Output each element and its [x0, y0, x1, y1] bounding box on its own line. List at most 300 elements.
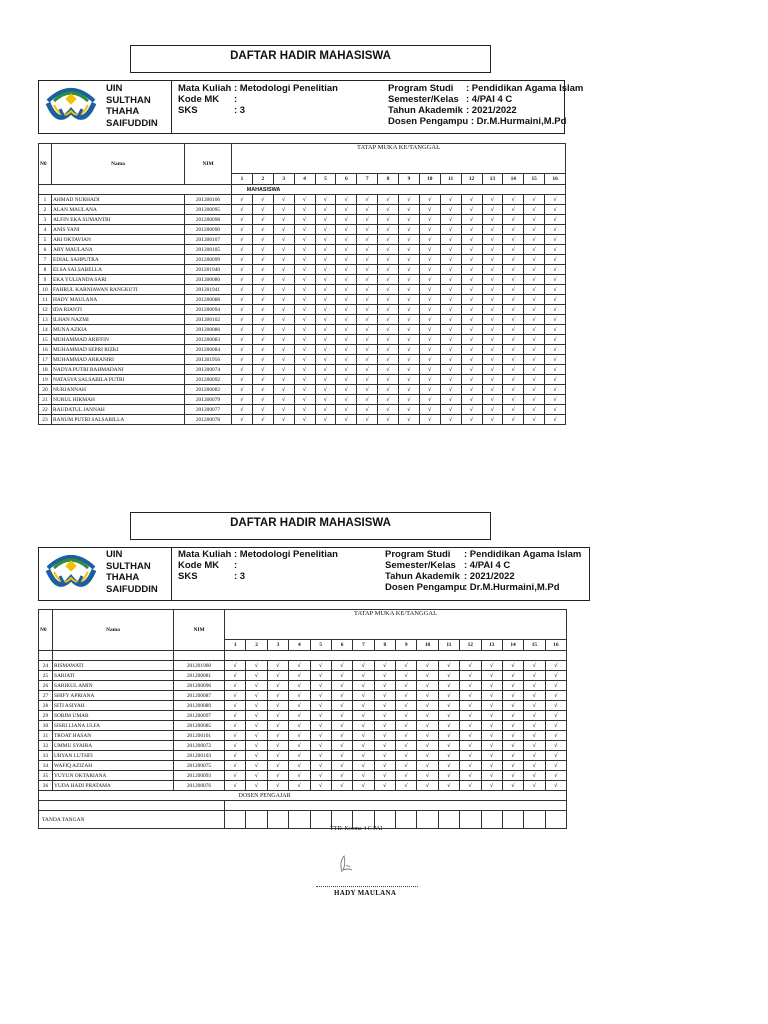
attendance-check: √	[482, 225, 503, 235]
attendance-check: √	[246, 761, 267, 771]
attendance-check: √	[310, 741, 331, 751]
attendance-check: √	[315, 335, 336, 345]
attendance-check: √	[461, 295, 482, 305]
table-row	[39, 781, 567, 791]
semester-label-1: Semester/Kelas	[388, 94, 459, 105]
attendance-check: √	[294, 325, 315, 335]
student-name: ALAN MAULANA	[52, 205, 185, 215]
attendance-check: √	[267, 781, 288, 791]
attendance-check: √	[524, 235, 545, 245]
attendance-check: √	[294, 385, 315, 395]
attendance-check: √	[482, 215, 503, 225]
attendance-check: √	[273, 335, 294, 345]
attendance-check: √	[503, 275, 524, 285]
attendance-check: √	[353, 681, 374, 691]
student-name: YUYUN OKTARIANA	[53, 771, 174, 781]
session-number: 16	[545, 174, 566, 185]
attendance-check: √	[378, 295, 399, 305]
signature-cell	[310, 811, 331, 829]
attendance-check: √	[503, 335, 524, 345]
attendance-check: √	[524, 681, 545, 691]
student-nim: 201200103	[174, 751, 225, 761]
attendance-check: √	[399, 345, 420, 355]
attendance-check: √	[460, 711, 481, 721]
student-name: EKA YULIANDA SARI	[52, 275, 185, 285]
attendance-check: √	[294, 205, 315, 215]
attendance-check: √	[399, 195, 420, 205]
attendance-check: √	[315, 345, 336, 355]
attendance-check: √	[357, 275, 378, 285]
attendance-check: √	[419, 385, 440, 395]
attendance-check: √	[440, 215, 461, 225]
session-number: 3	[267, 640, 288, 651]
attendance-check: √	[378, 305, 399, 315]
student-number: 34	[39, 761, 53, 771]
attendance-check: √	[461, 225, 482, 235]
attendance-check: √	[336, 355, 357, 365]
attendance-check: √	[246, 661, 267, 671]
attendance-check: √	[252, 245, 273, 255]
attendance-check: √	[374, 701, 395, 711]
table-row	[39, 711, 567, 721]
attendance-check: √	[545, 681, 566, 691]
attendance-check: √	[396, 731, 417, 741]
attendance-check: √	[246, 751, 267, 761]
attendance-check: √	[232, 255, 253, 265]
student-nim: 201200084	[185, 345, 232, 355]
attendance-check: √	[419, 255, 440, 265]
attendance-check: √	[294, 285, 315, 295]
attendance-check: √	[310, 691, 331, 701]
attendance-check: √	[315, 405, 336, 415]
student-number: 33	[39, 751, 53, 761]
attendance-check: √	[502, 671, 523, 681]
attendance-check: √	[357, 285, 378, 295]
attendance-check: √	[399, 275, 420, 285]
attendance-check: √	[336, 365, 357, 375]
student-name: URYAN LUTHFI	[53, 751, 174, 761]
attendance-check: √	[461, 235, 482, 245]
table-row	[39, 661, 567, 671]
attendance-check: √	[273, 325, 294, 335]
attendance-check: √	[503, 345, 524, 355]
attendance-check: √	[232, 375, 253, 385]
student-name: HADY MAULANA	[52, 295, 185, 305]
student-nim: 201200076	[174, 781, 225, 791]
table-row	[39, 345, 566, 355]
attendance-check: √	[336, 265, 357, 275]
student-name: MUHAMMAD SEPRI RIZKI	[52, 345, 185, 355]
attendance-check: √	[357, 345, 378, 355]
attendance-check: √	[289, 751, 310, 761]
student-nim: 201200080	[185, 275, 232, 285]
attendance-check: √	[419, 405, 440, 415]
attendance-check: √	[482, 405, 503, 415]
attendance-check: √	[252, 365, 273, 375]
attendance-check: √	[524, 255, 545, 265]
dosen-1: Dosen Pengampu : Dr.M.Hurmaini,M.Pd	[388, 116, 567, 127]
attendance-check: √	[232, 195, 253, 205]
attendance-check: √	[232, 265, 253, 275]
student-number: 11	[39, 295, 52, 305]
attendance-check: √	[252, 215, 273, 225]
attendance-check: √	[417, 661, 438, 671]
session-number: 1	[225, 640, 246, 651]
attendance-check: √	[374, 741, 395, 751]
attendance-check: √	[399, 355, 420, 365]
student-number: 6	[39, 245, 52, 255]
attendance-check: √	[545, 275, 566, 285]
header-no: N0	[39, 144, 52, 185]
student-number: 4	[39, 225, 52, 235]
attendance-check: √	[396, 671, 417, 681]
attendance-check: √	[399, 235, 420, 245]
attendance-check: √	[267, 661, 288, 671]
student-name: SORIM UMAR	[53, 711, 174, 721]
attendance-check: √	[417, 681, 438, 691]
attendance-check: √	[225, 711, 246, 721]
student-number: 19	[39, 375, 52, 385]
attendance-check: √	[399, 265, 420, 275]
attendance-table-1	[38, 143, 566, 425]
tahun-label-2: Tahun Akademik	[385, 571, 460, 582]
attendance-check: √	[273, 205, 294, 215]
sks-label-1: SKS	[178, 105, 198, 116]
attendance-check: √	[331, 721, 352, 731]
student-number: 1	[39, 195, 52, 205]
attendance-check: √	[353, 691, 374, 701]
attendance-check: √	[545, 731, 566, 741]
attendance-check: √	[461, 395, 482, 405]
attendance-check: √	[336, 285, 357, 295]
attendance-check: √	[396, 781, 417, 791]
attendance-check: √	[482, 315, 503, 325]
attendance-check: √	[396, 751, 417, 761]
attendance-check: √	[419, 415, 440, 425]
attendance-check: √	[357, 205, 378, 215]
attendance-check: √	[232, 365, 253, 375]
attendance-check: √	[419, 285, 440, 295]
attendance-check: √	[353, 701, 374, 711]
student-name: SITI ASIYAH	[53, 701, 174, 711]
attendance-check: √	[461, 315, 482, 325]
attendance-check: √	[438, 681, 459, 691]
session-number: 1	[232, 174, 253, 185]
attendance-check: √	[246, 691, 267, 701]
student-name: MUHAMMAD ARRANIRI	[52, 355, 185, 365]
attendance-check: √	[225, 671, 246, 681]
student-name: RISMAWATI	[53, 661, 174, 671]
attendance-check: √	[294, 225, 315, 235]
table-row	[39, 225, 566, 235]
attendance-check: √	[374, 681, 395, 691]
attendance-check: √	[524, 375, 545, 385]
attendance-check: √	[545, 721, 566, 731]
university-name-1: UIN SULTHAN THAHA SAIFUDDIN	[106, 83, 158, 129]
attendance-check: √	[438, 781, 459, 791]
attendance-table-2	[38, 609, 567, 829]
attendance-check: √	[273, 265, 294, 275]
attendance-check: √	[545, 375, 566, 385]
attendance-check: √	[440, 245, 461, 255]
attendance-check: √	[378, 215, 399, 225]
attendance-check: √	[419, 305, 440, 315]
table-row	[39, 761, 567, 771]
attendance-check: √	[353, 741, 374, 751]
attendance-check: √	[482, 345, 503, 355]
attendance-check: √	[225, 681, 246, 691]
attendance-check: √	[417, 701, 438, 711]
attendance-check: √	[503, 405, 524, 415]
table-row	[39, 355, 566, 365]
session-number: 2	[252, 174, 273, 185]
attendance-check: √	[545, 711, 566, 721]
attendance-check: √	[503, 295, 524, 305]
attendance-check: √	[482, 285, 503, 295]
attendance-check: √	[438, 691, 459, 701]
attendance-check: √	[378, 275, 399, 285]
attendance-check: √	[315, 375, 336, 385]
attendance-check: √	[545, 405, 566, 415]
attendance-check: √	[399, 245, 420, 255]
attendance-check: √	[225, 751, 246, 761]
section-dosen-pengajar: DOSEN PENGAJAR	[39, 791, 567, 801]
session-number: 3	[273, 174, 294, 185]
attendance-check: √	[273, 345, 294, 355]
attendance-check: √	[419, 265, 440, 275]
attendance-check: √	[289, 691, 310, 701]
attendance-check: √	[378, 245, 399, 255]
attendance-check: √	[246, 701, 267, 711]
attendance-check: √	[357, 245, 378, 255]
attendance-check: √	[524, 415, 545, 425]
student-name: ELSA SALSABELLA	[52, 265, 185, 275]
attendance-check: √	[482, 235, 503, 245]
attendance-check: √	[357, 335, 378, 345]
session-number: 2	[246, 640, 267, 651]
attendance-check: √	[440, 315, 461, 325]
student-number: 25	[39, 671, 53, 681]
student-nim: 201200094	[185, 305, 232, 315]
attendance-check: √	[336, 335, 357, 345]
attendance-check: √	[315, 195, 336, 205]
student-number: 10	[39, 285, 52, 295]
student-nim: 201200089	[174, 701, 225, 711]
uin-logo-icon	[40, 81, 102, 133]
student-nim: 201200098	[185, 215, 232, 225]
student-number: 22	[39, 405, 52, 415]
attendance-check: √	[461, 255, 482, 265]
attendance-check: √	[440, 225, 461, 235]
attendance-check: √	[357, 255, 378, 265]
header-no: N0	[39, 610, 53, 651]
session-number: 13	[482, 174, 503, 185]
table-row	[39, 255, 566, 265]
attendance-check: √	[460, 701, 481, 711]
attendance-check: √	[440, 395, 461, 405]
attendance-check: √	[315, 265, 336, 275]
attendance-check: √	[396, 681, 417, 691]
attendance-check: √	[440, 205, 461, 215]
attendance-check: √	[252, 265, 273, 275]
table-row	[39, 195, 566, 205]
student-nim: 201200075	[174, 761, 225, 771]
attendance-check: √	[524, 761, 545, 771]
attendance-check: √	[252, 405, 273, 415]
attendance-check: √	[545, 761, 566, 771]
attendance-check: √	[481, 721, 502, 731]
attendance-check: √	[378, 355, 399, 365]
attendance-check: √	[399, 335, 420, 345]
attendance-check: √	[357, 325, 378, 335]
attendance-check: √	[482, 295, 503, 305]
attendance-check: √	[273, 355, 294, 365]
session-number: 8	[374, 640, 395, 651]
attendance-check: √	[482, 325, 503, 335]
signature-scribble-icon	[336, 852, 356, 876]
student-name: ARY MAULANA	[52, 245, 185, 255]
student-nim: 201200083	[185, 335, 232, 345]
attendance-check: √	[315, 235, 336, 245]
student-number: 21	[39, 395, 52, 405]
student-number: 8	[39, 265, 52, 275]
session-number: 12	[461, 174, 482, 185]
attendance-check: √	[524, 661, 545, 671]
student-nim: 201200099	[185, 255, 232, 265]
session-number: 12	[460, 640, 481, 651]
attendance-check: √	[267, 761, 288, 771]
attendance-check: √	[336, 195, 357, 205]
attendance-check: √	[289, 661, 310, 671]
program-studi-value-2: : Pendidikan Agama Islam	[464, 549, 582, 560]
attendance-check: √	[294, 195, 315, 205]
session-number: 14	[503, 174, 524, 185]
student-name: ALFIN EKA SUMANTRI	[52, 215, 185, 225]
table-row	[39, 335, 566, 345]
attendance-check: √	[419, 355, 440, 365]
attendance-check: √	[267, 711, 288, 721]
attendance-check: √	[357, 225, 378, 235]
session-number: 5	[315, 174, 336, 185]
attendance-check: √	[374, 691, 395, 701]
student-number: 20	[39, 385, 52, 395]
attendance-check: √	[396, 721, 417, 731]
attendance-check: √	[461, 285, 482, 295]
attendance-check: √	[545, 305, 566, 315]
student-nim: 201200079	[185, 395, 232, 405]
attendance-check: √	[232, 295, 253, 305]
session-number: 9	[399, 174, 420, 185]
tahun-label-1: Tahun Akademik	[388, 105, 463, 116]
student-number: 23	[39, 415, 52, 425]
attendance-check: √	[460, 741, 481, 751]
attendance-check: √	[357, 195, 378, 205]
attendance-check: √	[503, 395, 524, 405]
table-row	[39, 741, 567, 751]
sks-value-2: : 3	[234, 571, 246, 582]
student-name: MUNA AZKIA	[52, 325, 185, 335]
attendance-check: √	[503, 325, 524, 335]
attendance-check: √	[331, 671, 352, 681]
attendance-check: √	[440, 335, 461, 345]
attendance-check: √	[294, 255, 315, 265]
attendance-check: √	[289, 771, 310, 781]
tahun-value-1: : 2021/2022	[466, 105, 517, 116]
student-nim: 201200082	[185, 385, 232, 395]
attendance-check: √	[232, 275, 253, 285]
semester-value-1: : 4/PAI 4 C	[466, 94, 513, 105]
attendance-check: √	[378, 395, 399, 405]
student-name: SARIKUL AMIN	[53, 681, 174, 691]
attendance-check: √	[357, 405, 378, 415]
table-row	[39, 731, 567, 741]
attendance-check: √	[545, 255, 566, 265]
attendance-check: √	[440, 405, 461, 415]
attendance-check: √	[419, 395, 440, 405]
program-studi-label-2: Program Studi	[385, 549, 451, 560]
header-nim: NIM	[174, 610, 225, 651]
attendance-check: √	[357, 315, 378, 325]
attendance-check: √	[482, 395, 503, 405]
attendance-check: √	[336, 345, 357, 355]
attendance-check: √	[294, 415, 315, 425]
attendance-check: √	[232, 235, 253, 245]
attendance-check: √	[440, 325, 461, 335]
student-number: 31	[39, 731, 53, 741]
student-name: FAHRUL KARNIAWAN RANGKUTI	[52, 285, 185, 295]
attendance-check: √	[294, 395, 315, 405]
signature-cell	[438, 811, 459, 829]
attendance-check: √	[357, 235, 378, 245]
attendance-check: √	[502, 711, 523, 721]
session-number: 4	[294, 174, 315, 185]
attendance-check: √	[399, 325, 420, 335]
attendance-check: √	[315, 315, 336, 325]
attendance-check: √	[289, 681, 310, 691]
student-number: 17	[39, 355, 52, 365]
attendance-check: √	[336, 395, 357, 405]
attendance-check: √	[545, 295, 566, 305]
session-number: 15	[524, 640, 545, 651]
attendance-check: √	[419, 275, 440, 285]
student-number: 32	[39, 741, 53, 751]
attendance-check: √	[315, 365, 336, 375]
attendance-check: √	[315, 245, 336, 255]
student-number: 15	[39, 335, 52, 345]
student-name: NADYA PUTRI RAHMADANI	[52, 365, 185, 375]
student-name: SARIATI	[53, 671, 174, 681]
attendance-check: √	[294, 315, 315, 325]
attendance-check: √	[232, 245, 253, 255]
student-nim: 201200081	[174, 671, 225, 681]
attendance-check: √	[545, 265, 566, 275]
table-row	[39, 671, 567, 681]
attendance-check: √	[440, 415, 461, 425]
attendance-check: √	[419, 335, 440, 345]
attendance-check: √	[353, 671, 374, 681]
kode-mk-label-1: Kode MK	[178, 94, 220, 105]
student-number: 27	[39, 691, 53, 701]
attendance-check: √	[289, 671, 310, 681]
student-nim: 201200087	[174, 691, 225, 701]
attendance-check: √	[252, 315, 273, 325]
attendance-check: √	[417, 691, 438, 701]
signature-caption: TTD. Kosma 4 C PAI	[330, 826, 383, 832]
attendance-check: √	[545, 701, 566, 711]
student-number: 29	[39, 711, 53, 721]
attendance-check: √	[399, 405, 420, 415]
student-number: 24	[39, 661, 53, 671]
